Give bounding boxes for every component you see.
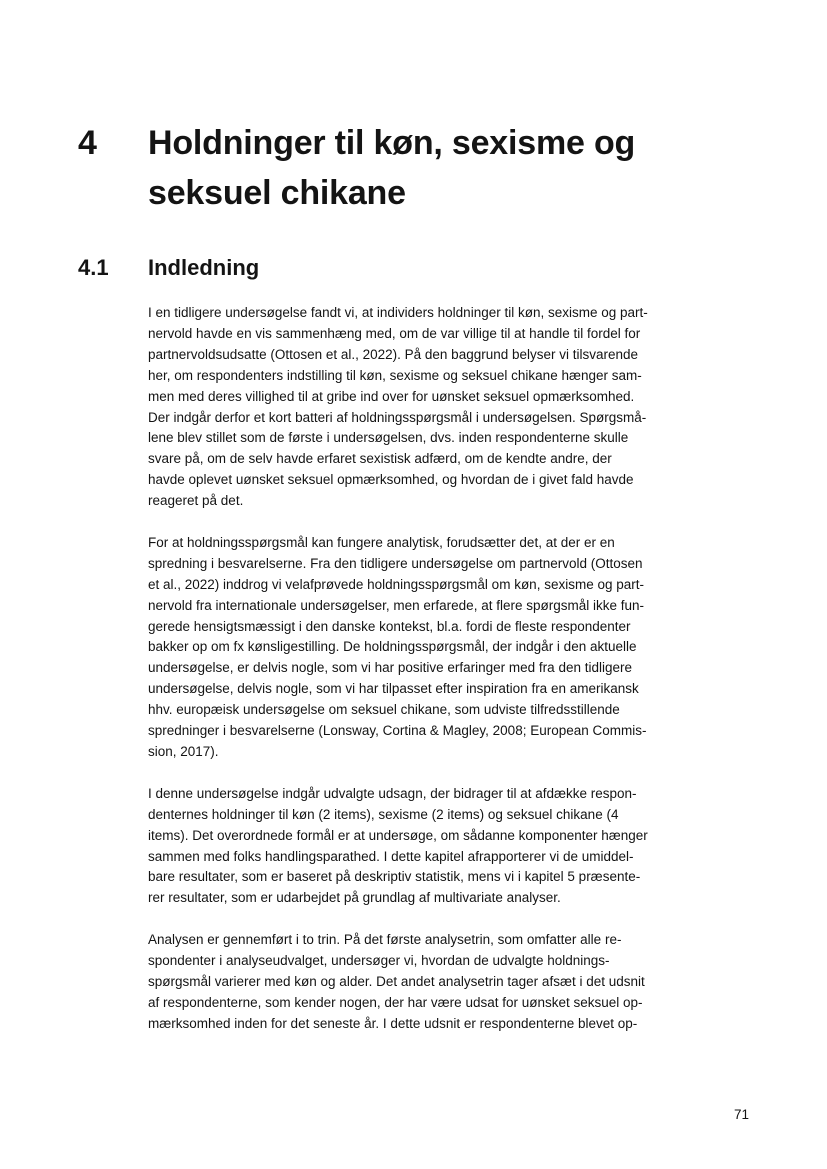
section-heading [78, 252, 758, 284]
chapter-number: 4 [78, 124, 97, 162]
chapter-title: Holdninger til køn, sexisme og seksuel chikane [148, 124, 636, 212]
paragraph: For at holdningsspørgsmål kan fungere analytisk, forudsætter det, at der er en spredning i besvarelserne. Fra den tidligere undersøgelse om partnervold (Ottosen et al., 2022) inddrog vi velafprøvede holdningsspørgsmål om køn, sexisme og part- nervold fra internationale undersøgelser, men erfarede, at flere spørgsmål ikke fun- gerede hensigtsmæssigt i den danske kontekst, bl.a. fordi de fleste respondenter bakker op om fx kønsligestilling. De holdningsspørgsmål, der indgår i den aktuelle undersøgelse, er delvis nogle, som vi har positive erfaringer med fra den tidligere undersøgelse, delvis nogle, som vi har tilpasset efter inspiration fra en amerikansk hhv. europæisk undersøgelse om seksuel chikane, som udviste tilfredsstillende spredninger i besvarelserne (Lonsway, Cortina & Magley, 2008; European Commis- sion, 2017). [148, 534, 647, 760]
paragraph: Analysen er gennemført i to trin. På det første analysetrin, som omfatter alle re- spondenter i analyseudvalget, undersøger vi, hvordan de udvalgte holdnings- spørgsmål varierer med køn og alder. Det andet analysetrin tager afsæt i det udsnit af respondenterne, som kender nogen, der har være udsat for uønsket seksuel op- mærksomhed inden for det seneste år. I dette udsnit er respondenterne blevet op- [148, 932, 645, 1031]
body-text [148, 303, 702, 1056]
section-number: 4.1 [78, 255, 109, 280]
paragraph: I en tidligere undersøgelse fandt vi, at individers holdninger til køn, sexisme og part- nervold havde en vis sammenhæng med, om de var villige til at handle til fordel for partnervoldsudsatte (Ottosen et al., 2022). På den baggrund belyser vi tilsvarende her, om respondenters indstilling til køn, sexisme og seksuel chikane hænger sam- men med deres villighed til at gribe ind over for uønsket seksuel opmærksomhed. Der indgår derfor et kort batteri af holdningsspørgsmål i undersøgelsen. Spørgsmå- lene blev stillet som de første i undersøgelsen, dvs. inden respondenterne skulle svare på, om de selv havde erfaret sexistisk adfærd, om de kendte andre, der havde oplevet uønsket seksuel opmærksomhed, og hvordan de i givet fald havde reageret på det. [148, 305, 648, 509]
paragraph: I denne undersøgelse indgår udvalgte udsagn, der bidrager til at afdække respon- denternes holdninger til køn (2 items), sexisme (2 items) og seksuel chikane (4 items). Det overordnede formål er at undersøge, om sådanne komponenter hænger sammen med folks handlingsparathed. I dette kapitel afrapporterer vi de umiddel- bare resultater, som er baseret på deskriptiv statistik, mens vi i kapitel 5 præsente- rer resultater, som er udarbejdet på grundlag af multivariate analyser. [148, 785, 648, 906]
section-title: Indledning [148, 255, 260, 280]
page-number: 71 [733, 1107, 749, 1122]
